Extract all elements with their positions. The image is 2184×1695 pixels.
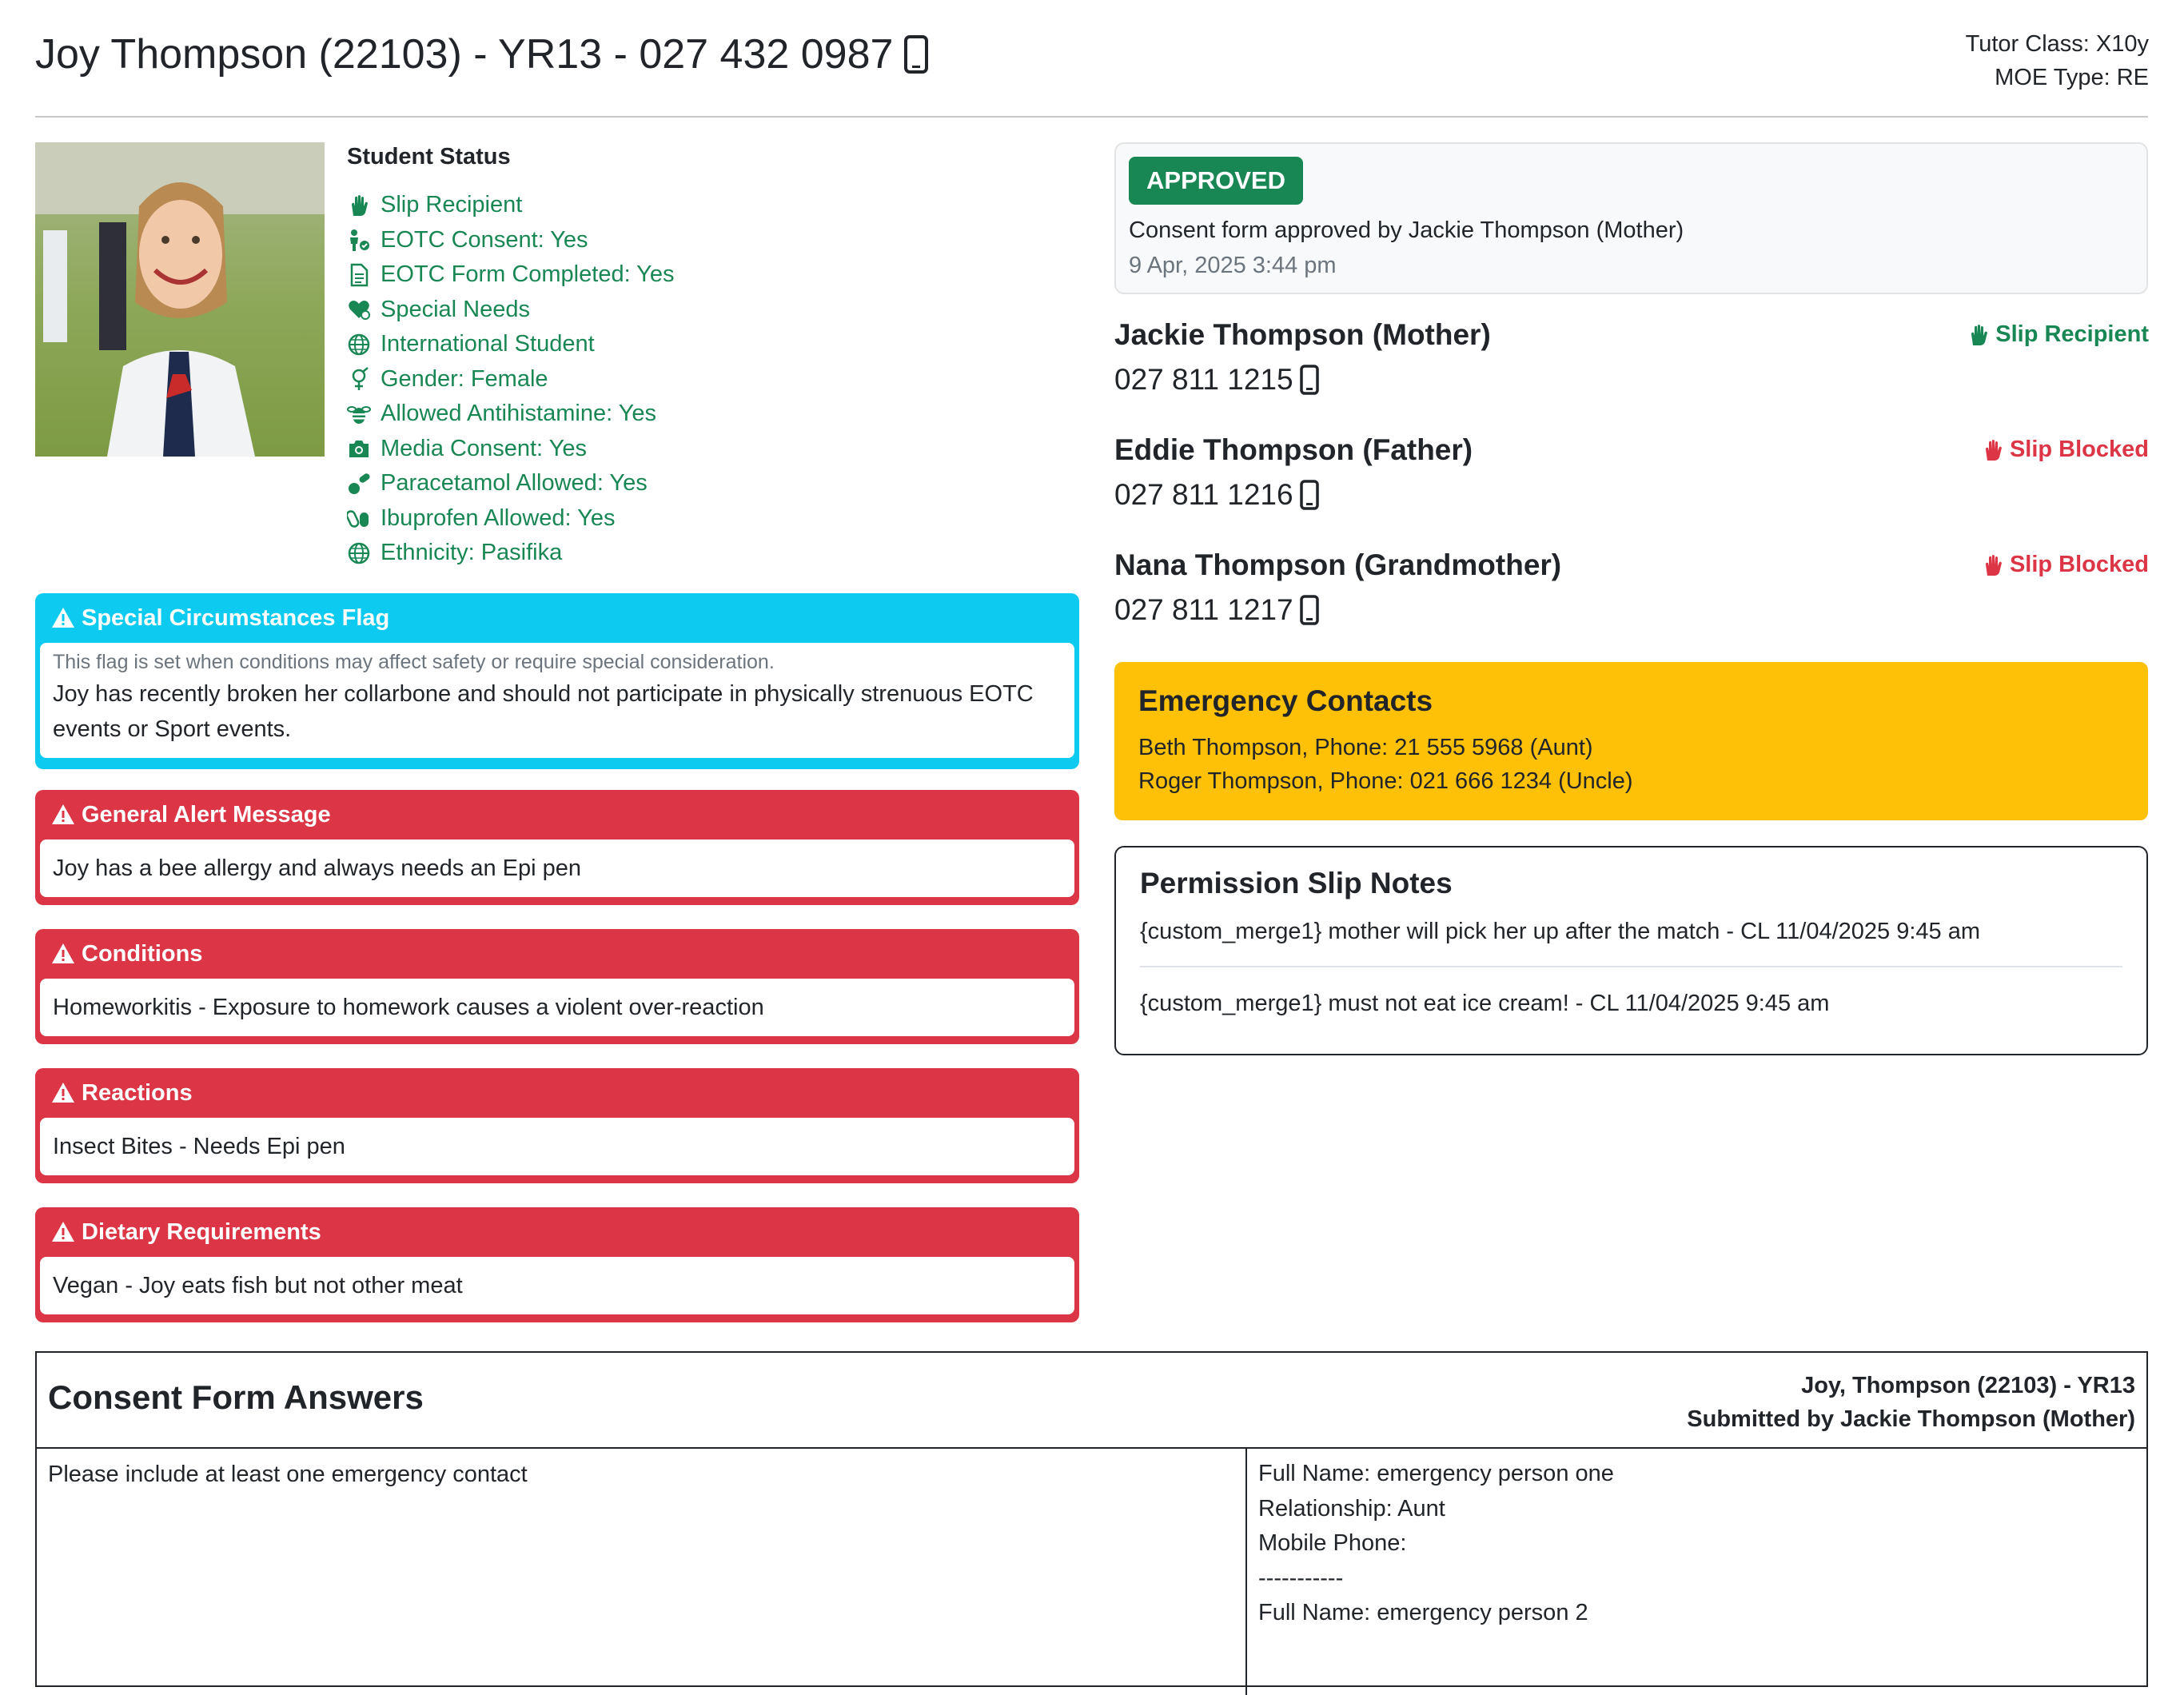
note-item: {custom_merge1} mother will pick her up after the match - CL 11/04/2025 9:45 am	[1140, 919, 1980, 944]
flag-text: Joy has recently broken her collarbone and should not participate in physically strenuous EOTC events or Sport events.	[53, 681, 1034, 742]
hand-icon	[347, 193, 371, 217]
capsules-icon	[347, 506, 371, 530]
student-photo	[35, 142, 325, 457]
emergency-title: Emergency Contacts	[1138, 684, 1433, 717]
answer-line: Mobile Phone:	[1258, 1530, 1407, 1556]
camera-icon	[347, 437, 371, 461]
status-label: Allowed Antihistamine: Yes	[381, 401, 656, 427]
approval-text: Consent form approved by Jackie Thompson (Mother)	[1129, 217, 1684, 243]
slip-blocked-badge	[1981, 437, 2149, 463]
hand-icon	[1981, 438, 2005, 462]
emergency-contact-line: Roger Thompson, Phone: 021 666 1234 (Uncle)	[1138, 768, 1633, 794]
moe-type: MOE Type: RE	[1995, 65, 2149, 90]
answer-line: -----------	[1258, 1565, 1344, 1591]
status-heading: Student Status	[347, 144, 511, 170]
warning-icon	[51, 1220, 75, 1244]
slip-label: Slip Blocked	[2009, 437, 2149, 462]
warning-icon	[51, 1081, 75, 1105]
globe-icon	[347, 333, 371, 357]
notes-title: Permission Slip Notes	[1140, 867, 1453, 899]
mobile-phone-icon	[1300, 595, 1319, 625]
status-label: Special Needs	[381, 296, 530, 322]
form-icon	[347, 263, 371, 287]
hand-icon	[1981, 553, 2005, 577]
card-body: Insect Bites - Needs Epi pen	[40, 1118, 1074, 1175]
contact-name: Jackie Thompson (Mother)	[1114, 318, 1491, 351]
flag-note: This flag is set when conditions may affect safety or require special consideration.	[53, 651, 775, 673]
status-eotc-consent	[347, 223, 674, 258]
warning-icon	[51, 606, 75, 630]
conditions-card	[35, 929, 1079, 1044]
card-title: General Alert Message	[82, 801, 331, 828]
emergency-contact-line: Beth Thompson, Phone: 21 555 5968 (Aunt)	[1138, 735, 1593, 760]
contact-name: Eddie Thompson (Father)	[1114, 433, 1473, 466]
warning-icon	[51, 942, 75, 966]
phone-number: 027 811 1217	[1114, 593, 1293, 626]
status-label: EOTC Consent: Yes	[381, 226, 588, 253]
status-paracetamol	[347, 466, 674, 501]
heart-hand-icon	[347, 297, 371, 321]
tutor-info	[1966, 27, 2149, 94]
status-label: International Student	[381, 331, 595, 357]
consent-submitted: Submitted by Jackie Thompson (Mother)	[1687, 1406, 2135, 1432]
answer-line: Full Name: emergency person 2	[1258, 1600, 1588, 1625]
slip-recipient-badge	[1967, 321, 2149, 348]
status-label: Paracetamol Allowed: Yes	[381, 470, 648, 497]
mobile-phone-icon	[904, 35, 928, 74]
globe-icon	[347, 541, 371, 565]
note-item: {custom_merge1} must not eat ice cream! - CL 11/04/2025 9:45 am	[1140, 991, 1830, 1016]
phone-number: 027 811 1216	[1114, 478, 1293, 511]
hand-icon	[1967, 323, 1991, 347]
approval-panel	[1114, 142, 2148, 294]
status-media-consent	[347, 432, 674, 467]
tutor-class: Tutor Class: X10y	[1965, 31, 2149, 57]
student-title: Joy Thompson (22103) - YR13 - 027 432 0987	[35, 31, 894, 78]
consent-header	[37, 1353, 2146, 1449]
status-gender	[347, 362, 674, 397]
table-divider	[1245, 1447, 1247, 1695]
emergency-contacts-panel	[1114, 662, 2148, 820]
header-divider	[35, 116, 2148, 118]
status-special-needs	[347, 293, 674, 328]
answer-line: Full Name: emergency person one	[1258, 1461, 1614, 1486]
card-body: Joy has a bee allergy and always needs an Epi pen	[40, 840, 1074, 897]
person-check-icon	[347, 228, 371, 252]
contact-phone[interactable]	[1114, 593, 1319, 627]
status-slip-recipient	[347, 188, 674, 223]
card-header	[35, 593, 1079, 643]
general-alert-card	[35, 790, 1079, 905]
card-title: Special Circumstances Flag	[82, 604, 390, 631]
student-status	[347, 144, 674, 571]
contact-phone[interactable]	[1114, 478, 1319, 512]
consent-question: Please include at least one emergency contact	[48, 1462, 528, 1487]
card-body: Homeworkitis - Exposure to homework causes a violent over-reaction	[40, 979, 1074, 1036]
status-antihistamine	[347, 397, 674, 432]
pills-icon	[347, 472, 371, 496]
approved-badge: APPROVED	[1129, 157, 1303, 205]
mobile-phone-icon	[1300, 365, 1319, 395]
slip-label: Slip Blocked	[2009, 552, 2149, 577]
dietary-card	[35, 1207, 1079, 1322]
warning-icon	[51, 803, 75, 827]
consent-student: Joy, Thompson (22103) - YR13	[1801, 1373, 2135, 1398]
page-title	[35, 30, 928, 78]
status-ethnicity	[347, 536, 674, 571]
status-label: Ibuprofen Allowed: Yes	[381, 505, 616, 531]
consent-title: Consent Form Answers	[48, 1378, 424, 1416]
gender-icon	[347, 367, 371, 391]
status-label: EOTC Form Completed: Yes	[381, 261, 675, 288]
status-eotc-form	[347, 257, 674, 293]
contact-name: Nana Thompson (Grandmother)	[1114, 548, 1562, 581]
card-header	[35, 1068, 1079, 1118]
consent-meta	[1687, 1369, 2135, 1436]
card-body: Vegan - Joy eats fish but not other meat	[40, 1257, 1074, 1314]
consent-form-answers	[35, 1351, 2148, 1687]
status-ibuprofen	[347, 501, 674, 536]
status-label: Ethnicity: Pasifika	[381, 540, 563, 566]
mobile-phone-icon	[1300, 480, 1319, 510]
status-label: Media Consent: Yes	[381, 435, 587, 461]
special-circumstances-card	[35, 593, 1079, 769]
reactions-card	[35, 1068, 1079, 1183]
slip-label: Slip Recipient	[1995, 321, 2149, 347]
card-header	[35, 1207, 1079, 1257]
consent-answer	[1258, 1457, 1614, 1631]
status-label: Gender: Female	[381, 365, 548, 392]
contact-phone[interactable]	[1114, 363, 1319, 397]
status-international	[347, 327, 674, 362]
card-title: Reactions	[82, 1079, 193, 1106]
card-title: Dietary Requirements	[82, 1218, 321, 1245]
slip-blocked-badge	[1981, 552, 2149, 578]
approval-date: 9 Apr, 2025 3:44 pm	[1129, 253, 1337, 278]
bee-icon	[347, 402, 371, 426]
answer-line: Relationship: Aunt	[1258, 1495, 1445, 1522]
phone-number: 027 811 1215	[1114, 363, 1293, 396]
card-header	[35, 929, 1079, 979]
card-title: Conditions	[82, 940, 203, 967]
card-header	[35, 790, 1079, 840]
card-body	[40, 643, 1074, 758]
status-label: Slip Recipient	[381, 192, 523, 218]
permission-slip-notes	[1114, 846, 2148, 1055]
note-divider	[1140, 966, 2122, 967]
